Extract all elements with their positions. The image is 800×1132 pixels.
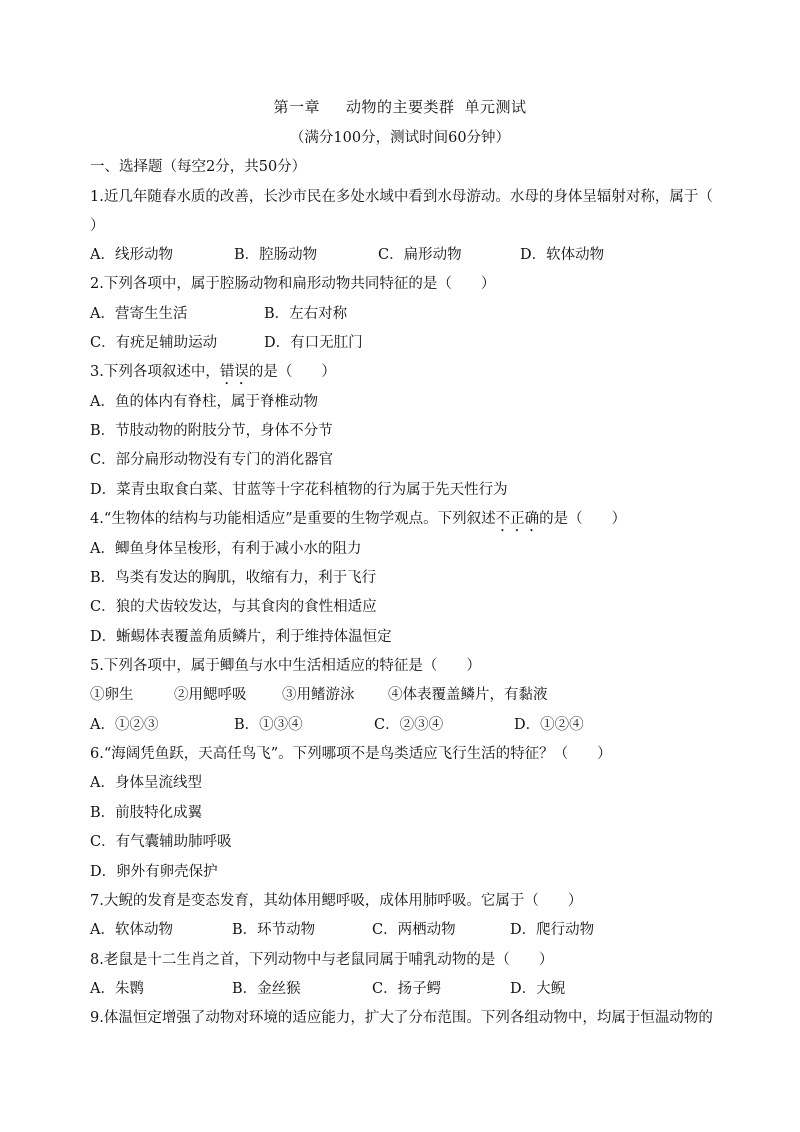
option-b: B．环节动物 [232,922,316,938]
question-8-options [90,979,565,999]
question-6-stem: 6.“海阔凭鱼跃，天高任鸟飞”。下列哪项不是鸟类适应飞行生活的特征？（ ） [90,746,612,762]
option-d: D．有口无肛门 [264,335,363,351]
option-a: A．软体动物 [90,922,173,938]
question-9-stem: 9.体温恒定增强了动物对环境的适应能力，扩大了分布范围。下列各组动物中，均属于恒温动物的 [90,1010,713,1026]
option-a: A．朱鹮 [90,981,144,997]
question-3-stem [90,362,336,388]
option-b: B．金丝猴 [232,981,301,997]
option-c: C．扁形动物 [378,247,462,263]
option-c: C．有疣足辅助运动 [90,335,218,351]
question-1-options [90,245,604,265]
title-chapter: 第一章 [273,98,320,116]
option-c: C．②③④ [374,717,444,733]
option-a: A．线形动物 [90,247,173,263]
question-8-stem: 8.老鼠是十二生肖之首，下列动物中与老鼠同属于哺乳动物的是（ ） [90,952,554,968]
stem-text-end: 的是（ ） [539,511,627,527]
option-d: D．菜青虫取食白菜、甘蓝等十字花科植物的行为属于先天性行为 [90,482,508,498]
option-b: B．左右对称 [264,306,348,322]
option-d: D．软体动物 [520,247,605,263]
question-7-stem: 7.大鲵的发育是变态发育，其幼体用鳃呼吸，成体用肺呼吸。它属于（ ） [90,893,583,909]
item-1: ①卵生 [90,687,134,703]
option-d: D．大鲵 [510,981,566,997]
option-b: B．鸟类有发达的胸肌，收缩有力，利于飞行 [90,570,377,586]
option-d: D．卵外有卵壳保护 [90,864,218,880]
item-3: ③用鳍游泳 [282,687,355,703]
question-7-options [90,920,594,940]
option-d: D．蜥蜴体表覆盖角质鳞片，利于维持体温恒定 [90,629,392,645]
option-b: B．前肢特化成翼 [90,805,203,821]
question-4-stem [90,509,626,535]
stem-text-end: 的是（ ） [248,364,336,380]
question-5-items [90,685,548,705]
option-d: D．①②④ [514,717,584,733]
question-2-options-row1 [90,304,347,324]
option-c: C．部分扁形动物没有专门的消化器官 [90,452,334,468]
title-test: 单元测试 [464,98,527,116]
question-5-options [90,715,584,735]
question-2-stem: 2.下列各项中，属于腔肠动物和扁形动物共同特征的是（ ） [90,276,496,292]
question-5-stem: 5.下列各项中，属于鲫鱼与水中生活相适应的特征是（ ） [90,658,481,674]
option-a: A．鲫鱼身体呈梭形，有利于减小水的阻力 [90,541,362,557]
option-a: A．鱼的体内有脊柱，属于脊椎动物 [90,394,318,410]
option-a: A．身体呈流线型 [90,775,202,791]
stem-text: 4.“生物体的结构与功能相适应”是重要的生物学观点。下列叙述 [90,511,496,527]
emphasis-text: 不正确 [495,511,540,527]
option-d: D．爬行动物 [510,922,595,938]
option-a: A．营寄生生活 [90,306,188,322]
option-c: C．扬子鳄 [372,981,442,997]
option-c: C．有气囊辅助肺呼吸 [90,834,232,850]
page-title [0,96,800,117]
item-2: ②用鳃呼吸 [174,687,247,703]
title-topic: 动物的主要类群 [345,98,455,116]
page-subtitle: （满分100分，测试时间60分钟） [289,130,511,146]
option-b: B．节肢动物的附肢分节，身体不分节 [90,423,333,439]
section-heading: 一、选择题（每空2分，共50分） [90,159,307,175]
question-1-stem-end: ） [90,218,105,234]
item-4: ④体表覆盖鳞片，有黏液 [388,687,548,703]
question-2-options-row2 [90,333,363,353]
question-1-stem: 1.近几年随春水质的改善，长沙市民在多处水域中看到水母游动。水母的身体呈辐射对称，属于（ [90,189,713,205]
option-a: A．①②③ [90,717,159,733]
option-c: C．两栖动物 [372,922,456,938]
stem-text: 3.下列各项叙述中， [90,364,220,380]
option-c: C．狼的犬齿较发达，与其食肉的食性相适应 [90,599,377,615]
option-b: B．腔肠动物 [234,247,318,263]
option-b: B．①③④ [234,717,303,733]
emphasis-text: 错误 [219,364,249,380]
